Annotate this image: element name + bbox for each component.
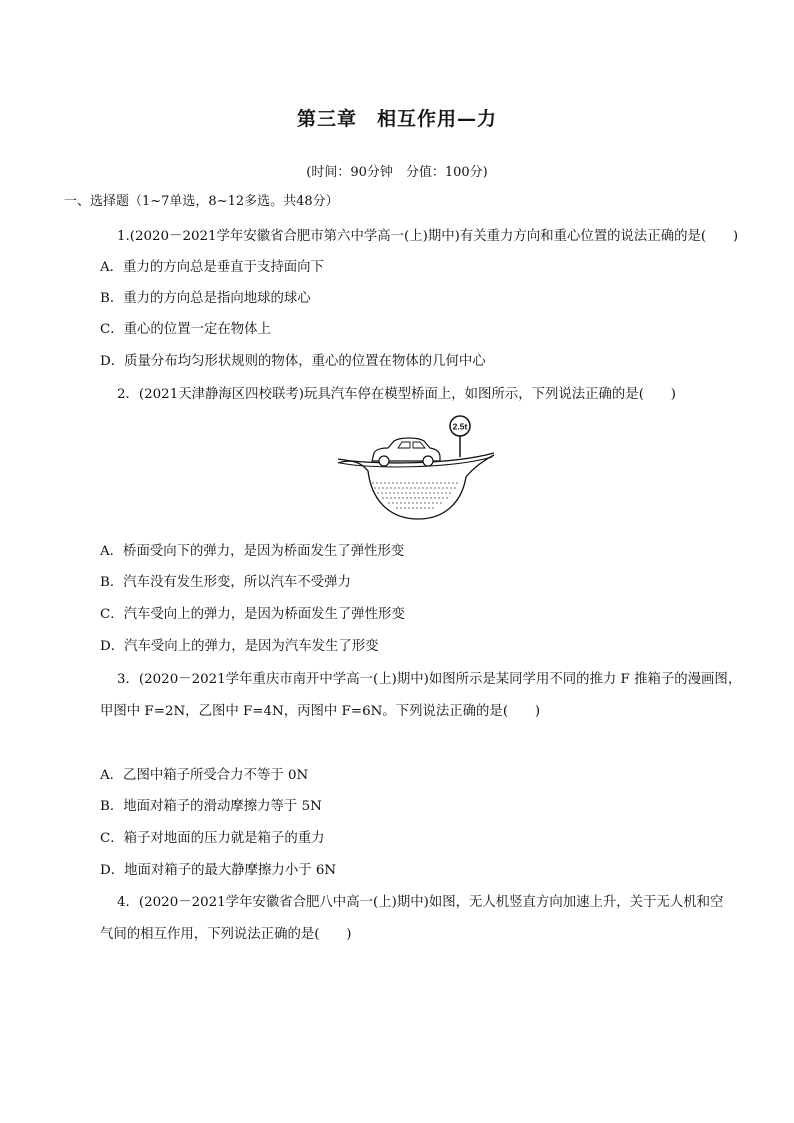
question-4-stem-line1: 4．(2020－2021学年安徽省合肥八中高一(上)期中)如图，无人机竖直方向加速上升，关于无人机和空 bbox=[117, 895, 724, 910]
chapter-title: 第三章 相互作用—力 bbox=[296, 108, 497, 130]
question-3-stem-line1: 3．(2020－2021学年重庆市南开中学高一(上)期中)如图所示是某同学用不同的推力 F 推箱子的漫画图， bbox=[117, 672, 742, 687]
question-3-option-a: A．乙图中箱子所受合力不等于 0N bbox=[100, 768, 309, 783]
question-1-stem: 1.(2020－2021学年安徽省合肥市第六中学高一(上)期中)有关重力方向和重心位置的说法正确的是( ) bbox=[117, 229, 739, 244]
load-limit-sign: 2.5t bbox=[452, 421, 468, 432]
question-2-option-b: B．汽车没有发生形变，所以汽车不受弹力 bbox=[100, 575, 351, 590]
question-2-option-d: D．汽车受向上的弹力，是因为汽车发生了形变 bbox=[100, 639, 379, 654]
question-3-option-b: B．地面对箱子的滑动摩擦力等于 5N bbox=[100, 799, 322, 814]
question-2-stem: 2．(2021天津静海区四校联考)玩具汽车停在模型桥面上，如图所示，下列说法正确的是( ) bbox=[117, 387, 676, 402]
section-heading: 一、选择题（1~7单选，8~12多选。共48分） bbox=[64, 194, 339, 209]
question-3-stem-line2: 甲图中 F=2N，乙图中 F=4N，丙图中 F=6N。下列说法正确的是( ) bbox=[100, 704, 541, 719]
question-3-option-c: C．箱子对地面的压力就是箱子的重力 bbox=[100, 831, 325, 846]
question-2-option-a: A．桥面受向下的弹力，是因为桥面发生了弹性形变 bbox=[100, 544, 405, 559]
bridge-car-figure bbox=[330, 415, 500, 525]
exam-info: (时间：90分钟 分值：100分) bbox=[306, 165, 488, 180]
question-2-option-c: C．汽车受向上的弹力，是因为桥面发生了弹性形变 bbox=[100, 607, 405, 622]
question-4-stem-line2: 气间的相互作用，下列说法正确的是( ) bbox=[100, 927, 352, 942]
question-1-option-c: C．重心的位置一定在物体上 bbox=[100, 322, 271, 337]
question-3-option-d: D．地面对箱子的最大静摩擦力小于 6N bbox=[100, 863, 337, 878]
question-1-option-d: D．质量分布均匀形状规则的物体，重心的位置在物体的几何中心 bbox=[100, 354, 486, 369]
question-1-option-b: B．重力的方向总是指向地球的球心 bbox=[100, 291, 311, 306]
question-1-option-a: A．重力的方向总是垂直于支持面向下 bbox=[100, 260, 324, 275]
